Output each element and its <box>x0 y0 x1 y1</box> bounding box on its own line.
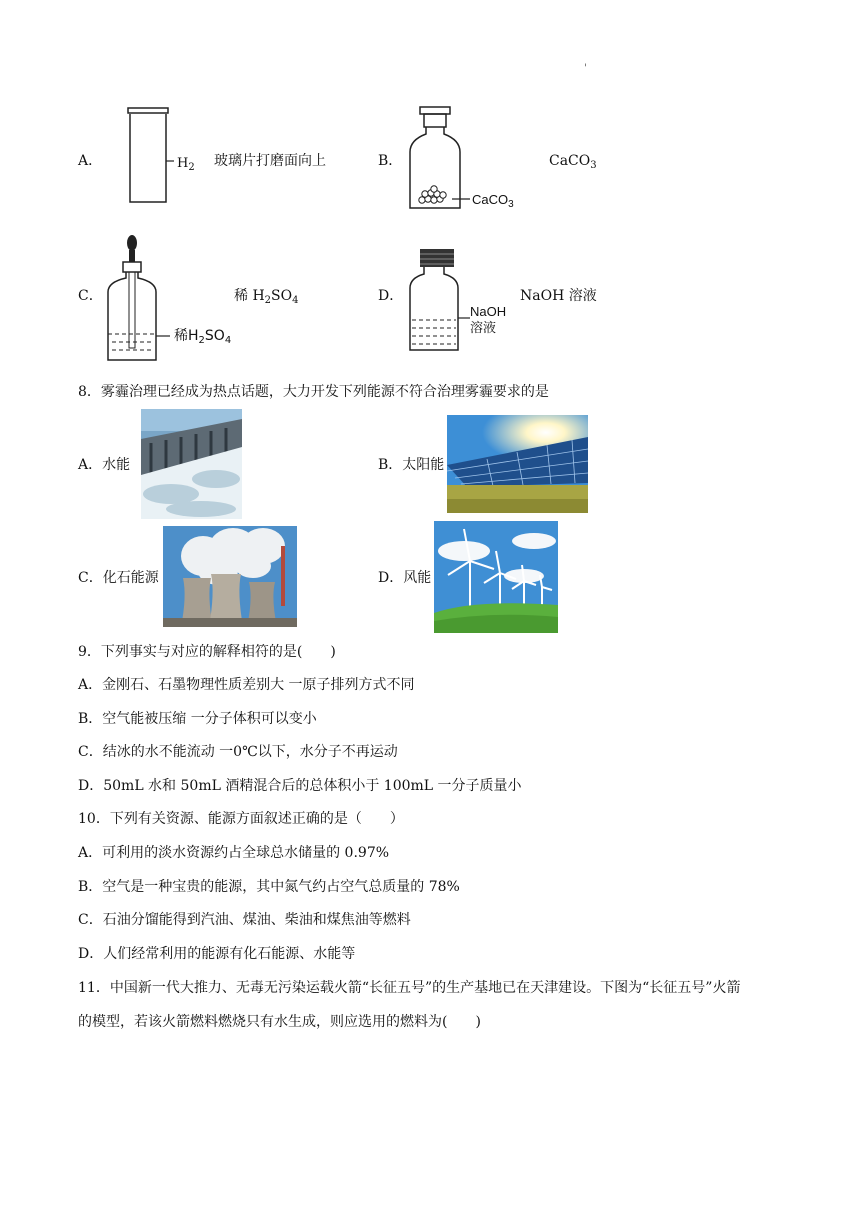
solar-panel-photo <box>447 415 588 513</box>
header-mark: ' <box>584 63 587 74</box>
q9-option-d: D．50mL 水和 50mL 酒精混合后的总体积小于 100mL 一分子质量小 <box>78 778 522 794</box>
q9-stem: 9．下列事实与对应的解释相符的是( ) <box>78 644 336 660</box>
q10-option-a: A．可利用的淡水资源约占全球总水储量的 0.97% <box>78 845 390 861</box>
option-a-note: 玻璃片打磨面向上 <box>214 153 326 169</box>
option-c-letter: C． <box>78 288 103 304</box>
bottle-b-label: CaCO$_3$ <box>472 192 514 210</box>
q11-stem-line1: 11．中国新一代大推力、无毒无污染运载火箭“长征五号”的生产基地已在天津建设。下图为“长征五号”火箭 <box>78 980 741 996</box>
option-d-note: NaOH 溶液 <box>520 288 597 304</box>
q11-stem-line2: 的模型，若该火箭燃料燃烧只有水生成，则应选用的燃料为( ) <box>78 1014 481 1030</box>
q9-option-c: C．结冰的水不能流动 一0℃以下，水分子不再运动 <box>78 744 398 760</box>
q8-option-d: D．风能 <box>378 570 432 586</box>
bottle-c-label: 稀$H_2SO_4$ <box>174 328 232 346</box>
q10-stem: 10．下列有关资源、能源方面叙述正确的是（ ） <box>78 811 404 827</box>
q8-stem: 8．雾霾治理已经成为热点话题，大力开发下列能源不符合治理雾霾要求的是 <box>78 384 549 400</box>
q8-option-a: A．水能 <box>78 457 131 473</box>
option-b-note: CaCO$_3$ <box>549 153 597 171</box>
reagent-bottle-b-figure <box>404 104 474 216</box>
option-d-letter: D． <box>378 288 404 304</box>
option-c-note: 稀 $H_2SO_4$ <box>234 288 299 306</box>
q10-option-c: C．石油分馏能得到汽油、煤油、柴油和煤焦油等燃料 <box>78 912 411 928</box>
cooling-tower-photo <box>163 526 297 627</box>
q9-option-a: A．金刚石、石墨物理性质差别大 一原子排列方式不同 <box>78 677 415 693</box>
dropper-bottle-c-figure <box>104 232 176 364</box>
q9-option-b: B．空气能被压缩 一分子体积可以变小 <box>78 711 317 727</box>
option-b-letter: B． <box>378 153 403 169</box>
reagent-bottle-d-figure <box>406 246 476 356</box>
q8-option-b: B．太阳能 <box>378 457 445 473</box>
q8-option-c: C．化石能源 <box>78 570 159 586</box>
option-a-letter: A． <box>78 153 103 169</box>
bottle-d-label: NaOH 溶液 <box>470 304 507 335</box>
dam-photo <box>141 409 242 519</box>
q10-option-b: B．空气是一种宝贵的能源，其中氮气约占空气总质量的 78% <box>78 879 460 895</box>
gas-jar-a-label: $H_2$ <box>177 156 195 173</box>
wind-turbine-photo <box>434 521 558 633</box>
q10-option-d: D．人们经常利用的能源有化石能源、水能等 <box>78 946 356 962</box>
